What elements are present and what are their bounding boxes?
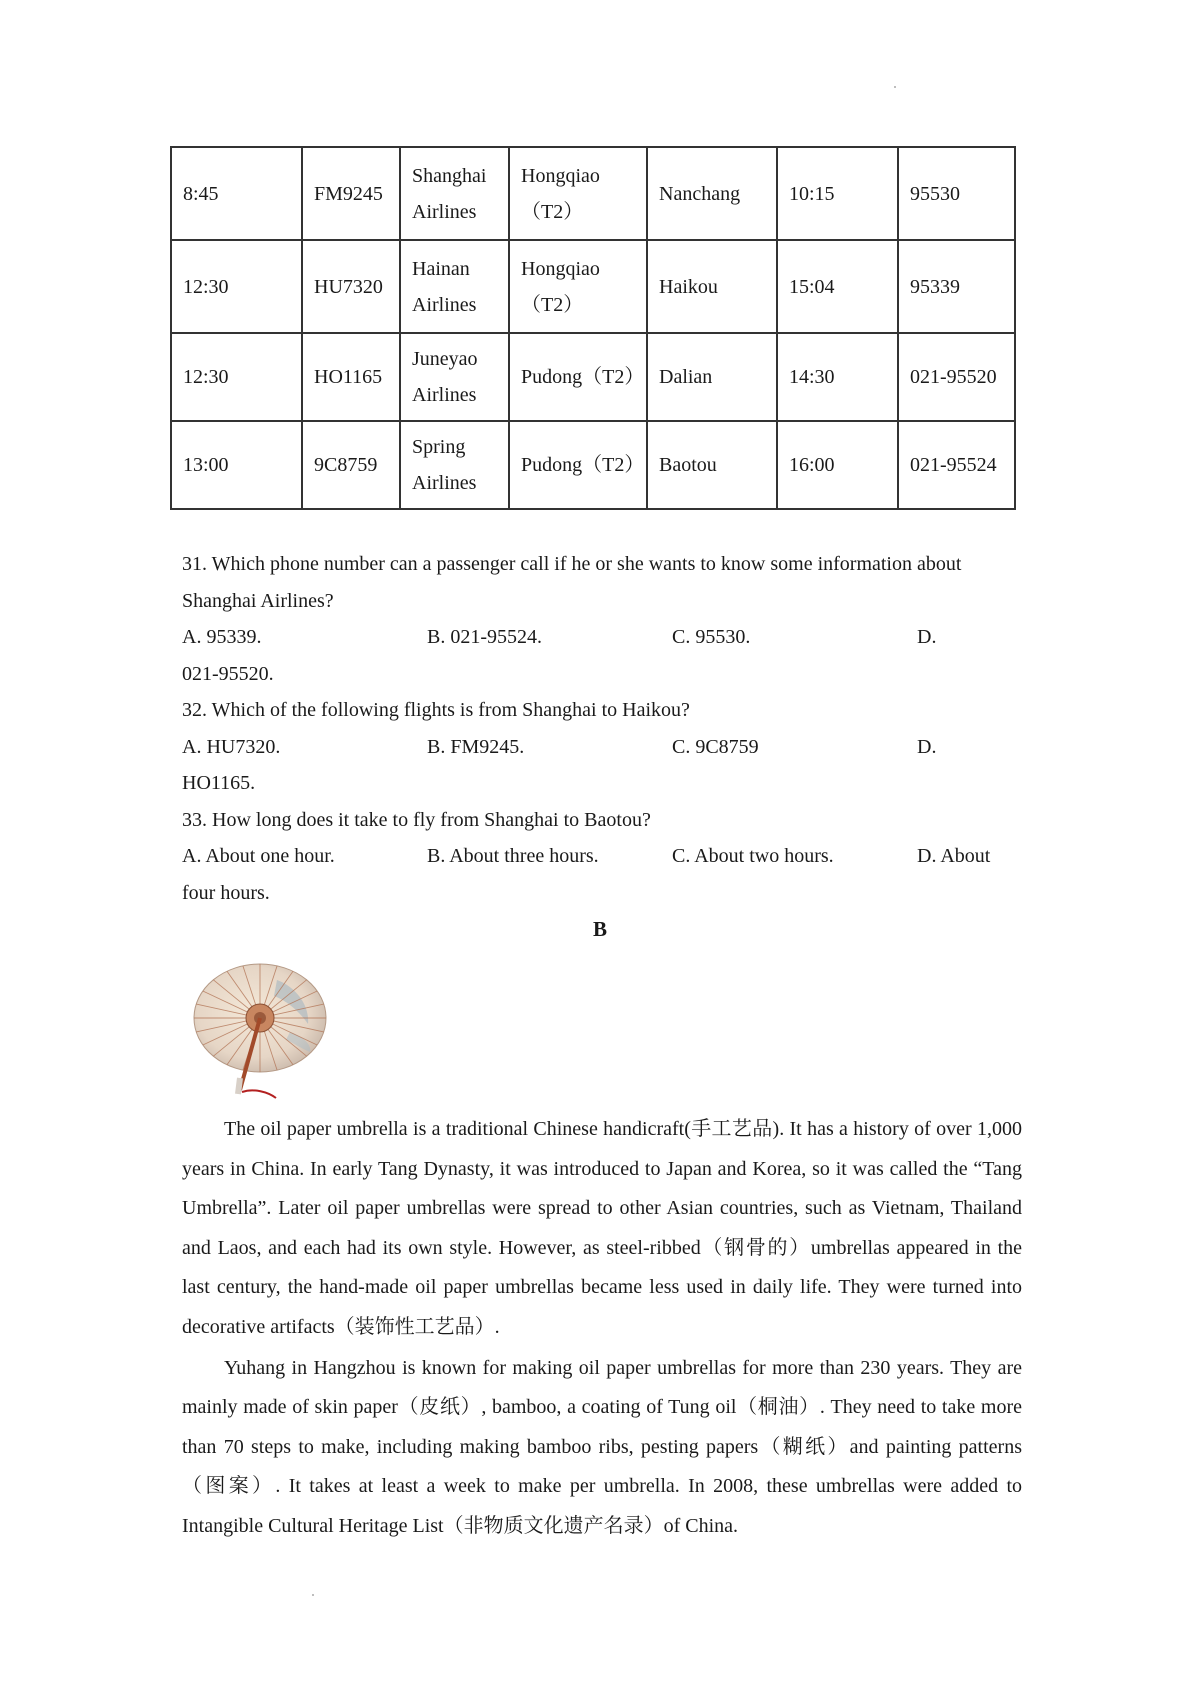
airport-line: （T2） <box>521 293 584 316</box>
airline-line: Juneyao <box>412 348 478 370</box>
airport-line: Hongqiao <box>521 164 600 187</box>
answer-option[interactable]: B. FM9245. <box>427 735 525 758</box>
cell-arrival: 10:15 <box>777 147 898 240</box>
answer-options <box>182 619 1022 656</box>
cell-arrival: 15:04 <box>777 240 898 333</box>
cell-time: 12:30 <box>171 240 302 333</box>
answer-option[interactable]: C. About two hours. <box>672 845 834 867</box>
question-stem: 32. Which of the following flights is from Shanghai to Haikou? <box>182 699 690 721</box>
question-stem: 31. Which phone number can a passenger call if he or she wants to know some information about <box>182 553 962 575</box>
cell-airline <box>400 240 509 333</box>
question-stem: 33. How long does it take to fly from Shanghai to Baotou? <box>182 808 651 831</box>
airport-line: Hongqiao <box>521 257 600 280</box>
flight-schedule-table <box>170 146 1016 510</box>
answer-options <box>182 729 1022 766</box>
answer-option[interactable]: D. <box>917 735 937 758</box>
oil-paper-umbrella-image <box>182 952 332 1102</box>
passage-paragraph: Yuhang in Hangzhou is known for making oil paper umbrellas for more than 230 years. They are mainly made of skin paper（皮纸）, bamboo, a coating of Tung oil（桐油）. They need to take more than 70 steps to make, including making bamboo ribs, pesting papers（糊纸）and painting patterns（图案）. It takes at least a week to make per umbrella. In 2008, these umbrellas were added to Intangible Cultural Heritage List（非物质文化遗产名录）of China. <box>182 1356 1022 1537</box>
answer-option[interactable]: C. 9C8759 <box>672 735 759 758</box>
airline-line: Airlines <box>412 384 477 406</box>
answer-option[interactable]: B. About three hours. <box>427 845 599 867</box>
answer-option-continued: four hours. <box>182 881 270 904</box>
airport-line: Pudong（T2） <box>521 454 645 476</box>
question-stem: Shanghai Airlines? <box>182 589 334 612</box>
cell-destination: Nanchang <box>647 147 777 240</box>
answer-option[interactable]: D. About <box>917 845 991 867</box>
question-block <box>182 546 1022 911</box>
airline-line: Hainan <box>412 257 470 280</box>
answer-options <box>182 838 1022 875</box>
airline-line: Airlines <box>412 472 477 494</box>
airline-line: Shanghai <box>412 164 487 187</box>
cell-airport <box>509 421 647 509</box>
scan-dot <box>312 1594 314 1596</box>
cell-phone: 95339 <box>898 240 1015 333</box>
cell-airport <box>509 240 647 333</box>
flight-row <box>171 147 1015 240</box>
answer-option[interactable]: C. 95530. <box>672 626 751 648</box>
answer-option[interactable]: D. <box>917 626 937 648</box>
cell-airline <box>400 147 509 240</box>
answer-option[interactable]: A. 95339. <box>182 626 262 648</box>
answer-option[interactable]: B. 021-95524. <box>427 626 542 648</box>
scan-dot <box>894 86 896 88</box>
cell-flight: 9C8759 <box>302 421 400 509</box>
airline-line: Airlines <box>412 200 477 223</box>
flight-row <box>171 421 1015 509</box>
cell-airport <box>509 147 647 240</box>
cell-flight: HU7320 <box>302 240 400 333</box>
cell-airline <box>400 333 509 421</box>
flight-row <box>171 333 1015 421</box>
cell-airline <box>400 421 509 509</box>
cell-flight: FM9245 <box>302 147 400 240</box>
cell-time: 12:30 <box>171 333 302 421</box>
cell-destination: Baotou <box>647 421 777 509</box>
airport-line: （T2） <box>521 200 584 223</box>
cell-time: 8:45 <box>171 147 302 240</box>
reading-passage <box>182 1110 1022 1548</box>
cell-destination: Haikou <box>647 240 777 333</box>
cell-arrival: 14:30 <box>777 333 898 421</box>
cell-time: 13:00 <box>171 421 302 509</box>
cell-arrival: 16:00 <box>777 421 898 509</box>
cell-airport <box>509 333 647 421</box>
airline-line: Airlines <box>412 293 477 316</box>
cell-phone: 021-95524 <box>898 421 1015 509</box>
airline-line: Spring <box>412 436 466 458</box>
cell-phone: 021-95520 <box>898 333 1015 421</box>
passage-paragraph: The oil paper umbrella is a traditional Chinese handicraft(手工艺品). It has a history of over 1,000 years in China. In early Tang Dynasty, it was introduced to Japan and Korea, so it was called the “Tang Umbrella”. Later oil paper umbrellas were spread to other Asian countries, such as Vietnam, Thailand and Laos, and each had its own style. However, as steel-ribbed（钢骨的）umbrellas appeared in the last century, the hand-made oil paper umbrellas became less used in daily life. They were turned into decorative artifacts（装饰性工艺品）. <box>182 1118 1022 1338</box>
answer-option-continued: HO1165. <box>182 772 256 794</box>
answer-option[interactable]: A. HU7320. <box>182 735 281 758</box>
cell-destination: Dalian <box>647 333 777 421</box>
answer-option[interactable]: A. About one hour. <box>182 845 335 867</box>
airport-line: Pudong（T2） <box>521 366 645 388</box>
answer-option-continued: 021-95520. <box>182 662 274 685</box>
cell-flight: HO1165 <box>302 333 400 421</box>
flight-row <box>171 240 1015 333</box>
section-heading: B <box>592 917 607 941</box>
cell-phone: 95530 <box>898 147 1015 240</box>
